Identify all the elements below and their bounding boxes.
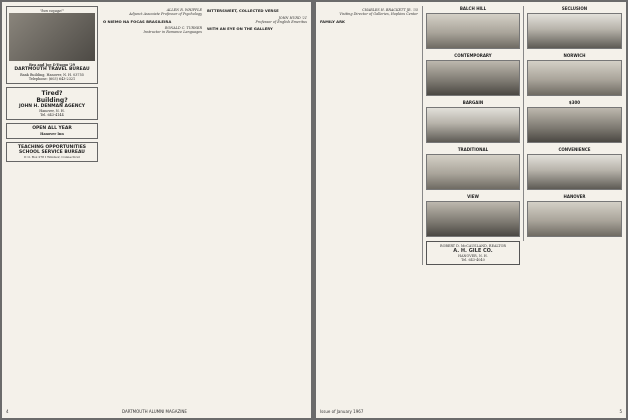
realtor-phone: Tel. 643-4040 xyxy=(461,258,485,262)
property-listing xyxy=(426,6,520,49)
page-number-left: 4 xyxy=(6,409,9,414)
review-heading: O NIEMO NA FOCAS BRASILEIRA xyxy=(103,18,172,24)
property-listing xyxy=(426,53,520,96)
travel-bureau-phone: Telephone: (603) 643-2321 xyxy=(28,76,76,81)
reviewer-signature: RONALD C. TURNER xyxy=(164,26,202,31)
reviewer-signature: CHARLES H. BRACKETT JR. '35 xyxy=(362,8,418,12)
property-photo xyxy=(426,107,520,143)
realtor-name: ROBERT D. McCAUSLAND, REALTOR xyxy=(440,244,506,248)
left-page xyxy=(2,2,311,418)
denman-agency-name: JOHN H. DENMAN AGENCY xyxy=(18,103,86,109)
review-heading: WITH AN EYE ON THE GALLERY xyxy=(207,26,273,32)
travel-photo xyxy=(9,13,95,61)
ads-column xyxy=(6,6,98,165)
property-photo xyxy=(527,201,622,237)
right-page xyxy=(316,2,626,418)
property-photo xyxy=(527,60,622,96)
real-estate-column-a xyxy=(422,6,520,265)
travel-tagline: "bon voyage!" xyxy=(39,9,65,13)
property-photo xyxy=(426,60,520,96)
property-photo xyxy=(527,154,622,190)
reviewer-role: Adjunct Associate Professor of Psychology xyxy=(129,12,202,17)
review-heading: BITTERSWEET, COLLECTED VERSE xyxy=(207,8,279,13)
denman-headline-building: Building? xyxy=(36,96,68,104)
property-title: HANOVER xyxy=(563,194,586,199)
school-service-address: P. O. Box 278 I Windsor, Connecticut xyxy=(24,154,80,159)
property-listing xyxy=(426,147,520,190)
property-listing xyxy=(527,6,622,49)
property-title: SECLUSION xyxy=(561,6,588,11)
denman-city: Hanover, N. H. xyxy=(39,109,65,113)
property-listing xyxy=(527,147,622,190)
property-listing xyxy=(426,194,520,237)
review-heading: FAMILY ARK xyxy=(320,18,345,24)
magazine-footer: DARTMOUTH ALUMNI MAGAZINE xyxy=(122,409,187,414)
page-number-right: 5 xyxy=(619,409,622,414)
teaching-opportunities-ad xyxy=(6,142,98,163)
property-photo xyxy=(527,107,622,143)
property-title: CONTEMPORARY xyxy=(454,53,492,58)
hanover-inn-ad xyxy=(6,123,98,139)
review-column-4 xyxy=(320,6,418,26)
reviewer-role: Instructor in Romance Languages xyxy=(143,30,202,35)
property-listing xyxy=(527,194,622,237)
property-photo xyxy=(426,13,520,49)
travel-bureau-address: Bank Building, Hanover, N. H. 03755 xyxy=(20,72,84,77)
school-service-bureau: SCHOOL SERVICE BUREAU xyxy=(19,150,85,155)
reviewer-signature: JOHN HURD '21 xyxy=(278,15,307,20)
realtor-firm: A. H. GILE CO. xyxy=(453,248,493,254)
property-photo xyxy=(426,201,520,237)
denman-agency-ad xyxy=(6,87,98,121)
property-listing xyxy=(527,100,622,143)
property-title: BALCH HILL xyxy=(459,6,487,11)
reviewer-role: Visiting Director of Galleries, Hopkins Center xyxy=(339,12,418,17)
property-photo xyxy=(527,13,622,49)
property-title: NORWICH xyxy=(563,53,586,58)
realtor-box xyxy=(426,241,520,265)
issue-footer: Issue of January 1967 xyxy=(320,409,364,414)
reviewer-signature: ALLEN R. WHIPPLE xyxy=(166,8,202,12)
travel-bureau-ad xyxy=(6,6,98,84)
property-title: $300 xyxy=(568,100,581,105)
property-listing xyxy=(527,53,622,96)
realtor-city: HANOVER, N. H. xyxy=(458,254,488,258)
property-title: CONVENIENCE xyxy=(558,147,591,152)
property-listing xyxy=(426,100,520,143)
real-estate-column-b xyxy=(523,6,622,241)
travel-bureau-title: DARTMOUTH TRAVEL BUREAU xyxy=(14,67,90,72)
property-title: BARGAIN xyxy=(462,100,484,105)
property-photo xyxy=(426,154,520,190)
inn-name: Hanover Inn xyxy=(40,131,64,136)
review-column-3 xyxy=(207,6,307,34)
review-column-2 xyxy=(103,6,202,35)
denman-headline-tired: Tired? xyxy=(41,89,63,97)
teaching-title: TEACHING OPPORTUNITIES xyxy=(17,144,87,150)
denman-phone: Tel. 643-4144 xyxy=(40,113,64,117)
travel-caption: Bea and Joe D'Esopo '29 xyxy=(28,63,76,67)
property-title: VIEW xyxy=(467,194,479,199)
property-title: TRADITIONAL xyxy=(457,147,489,152)
inn-open-all-year: OPEN ALL YEAR xyxy=(32,126,72,131)
reviewer-role: Professor of English Emeritus xyxy=(255,19,307,24)
